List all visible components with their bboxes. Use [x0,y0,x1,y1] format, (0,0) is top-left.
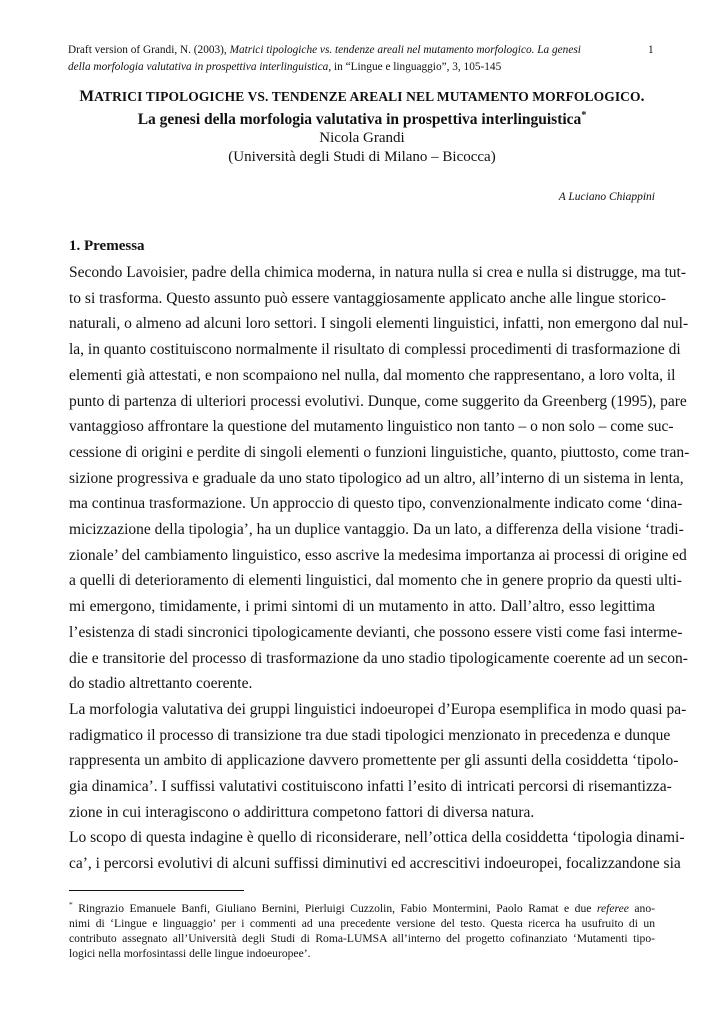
footnote-line: contributo assegnato all’Università degli Studi di Roma-LUMSA all’interno del progetto cofinanziato ‘Mutamenti tipo- [69,931,655,945]
author-affiliation: (Università degli Studi di Milano – Bicocca) [228,149,496,166]
paragraph-line: elementi già attestati, e non scompaiono nel nulla, dal momento che rappresentano, a loro volta, il [69,366,676,384]
paragraph-line: do stadio altrettanto coerente. [69,675,253,693]
paragraph-line: sizione progressiva e graduale da uno stato tipologico ad un altro, all’interno di un sistema in lenta, [69,469,684,487]
running-head-title-continued: della morfologia valutativa in prospettiva interlinguistica [68,61,329,73]
section-body [69,260,690,877]
paragraph-line: to si trasforma. Questo assunto può essere vantaggiosamente applicato anche alle lingue storico- [69,289,666,307]
paragraph-line: ma continua trasformazione. Un approccio di questo tipo, convenzionalmente indicato come ‘dina- [69,495,683,513]
paragraph-line: naturali, o almeno ad alcuni loro settori. I singoli elementi linguistici, infatti, non emergono dal nul- [69,315,689,333]
dedication: A Luciano Chiappini [558,191,655,203]
paragraph-line: La morfologia valutativa dei gruppi linguistici indoeuropei d’Europa esemplifica in modo quasi pa- [69,700,687,718]
paragraph-line: zionale’ del cambiamento linguistico, esso ascrive la medesima importanza ai processi di origine ed [69,546,687,564]
paragraph-line: a quelli di deterioramento di elementi linguistici, dal momento che in genere proprio da questi ulti- [69,572,682,590]
paragraph-line: ca’, i percorsi evolutivi di alcuni suffissi diminutivi ed accrescitivi indoeuropei, focalizzandone sia [69,855,681,873]
title-main-end: . [640,88,645,105]
paragraph-line: Secondo Lavoisier, padre della chimica moderna, in natura nulla si crea e nulla si distrugge, ma tut- [69,264,687,281]
footnote-marker: * [69,900,73,909]
paragraph-line: die e transitorie del processo di trasformazione da uno stadio tipologicamente coerente ad un secon- [69,649,688,667]
paragraph-line: la, in quanto costituiscono normalmente il risultato di complessi procedimenti di trasformazione di [69,341,681,359]
running-head-suffix: , in “Lingue e linguaggio”, 3, 105-145 [328,61,502,73]
footnote-line: nimi di ‘Lingue e linguaggio’ per i commenti ad una precedente versione del testo. Questa ricerca ha usufruito di un [69,916,655,930]
title-main-initial: M [79,88,95,105]
running-head [68,42,628,76]
footnote [69,897,655,961]
title-block [60,88,664,167]
footnote-text: Ringrazio Emanuele Banfi, Giuliano Bernini, Pierluigi Cuzzolin, Fabio Montermini, Paolo Ramat e due [72,901,597,915]
paragraph-line: Lo scopo di questa indagine è quello di riconsiderare, nell’ottica della cosiddetta ‘tipologia dinami- [69,829,685,847]
section-heading: 1. Premessa [69,238,145,254]
running-head-prefix: Draft version of Grandi, N. (2003), [68,44,230,56]
page-number: 1 [648,44,654,56]
paragraph-line: vantaggioso affrontare la questione del mutamento linguistico non tanto – o non solo – come suc- [69,418,674,436]
footnote-italic: referee [596,901,629,915]
author-name: Nicola Grandi [319,130,405,147]
subtitle-text: La genesi della morfologia valutativa in prospettiva interlinguistica [137,111,582,129]
paragraph-line: l’esistenza di stadi sincronici tipologicamente devianti, che possono essere visti come fasi interme- [69,623,683,641]
title-subtitle [60,106,664,129]
footnote-text: ano- [628,901,655,915]
footnote-rule [69,890,244,891]
paragraph-line: mi emergono, timidamente, i primi sintomi di un mutamento in atto. Dall’altro, esso legittima [69,598,655,616]
paragraph-line: punto di partenza di ulteriori processi evolutivi. Dunque, come suggerito da Greenberg (1995), pare [69,392,687,410]
footnote-line: logici nella morfosintassi delle lingue indoeuropee’. [69,946,311,960]
title-main-rest: ATRICI TIPOLOGICHE VS. TENDENZE AREALI NEL MUTAMENTO MORFOLOGICO [94,89,641,104]
running-head-title: Matrici tipologiche vs. tendenze areali nel mutamento morfologico. La genesi [229,44,581,56]
paragraph-line: gia dinamica’. I suffissi valutativi costituiscono infatti l’esito di intricati percorsi di risemantizza- [69,778,672,796]
paragraph-line: radigmatico il processo di transizione tra due stadi tipologici menzionato in precedenza e dunque [69,726,671,744]
paragraph-line: rappresenta un ambito di applicazione davvero promettente per gli assunti della cosiddetta ‘tipolo- [69,752,679,770]
paragraph-line: zione in cui interagiscono o addirittura competono fattori di diversa natura. [69,803,535,821]
paragraph-line: micizzazione della tipologia’, ha un duplice vantaggio. Da un lato, a differenza della visione ‘tradi- [69,521,684,539]
title-footnote-marker[interactable]: * [581,110,587,121]
title-main [60,88,664,106]
paragraph-line: cessione di origini e perdite di singoli elementi o funzioni linguistiche, quanto, piuttosto, come tran- [69,443,690,461]
